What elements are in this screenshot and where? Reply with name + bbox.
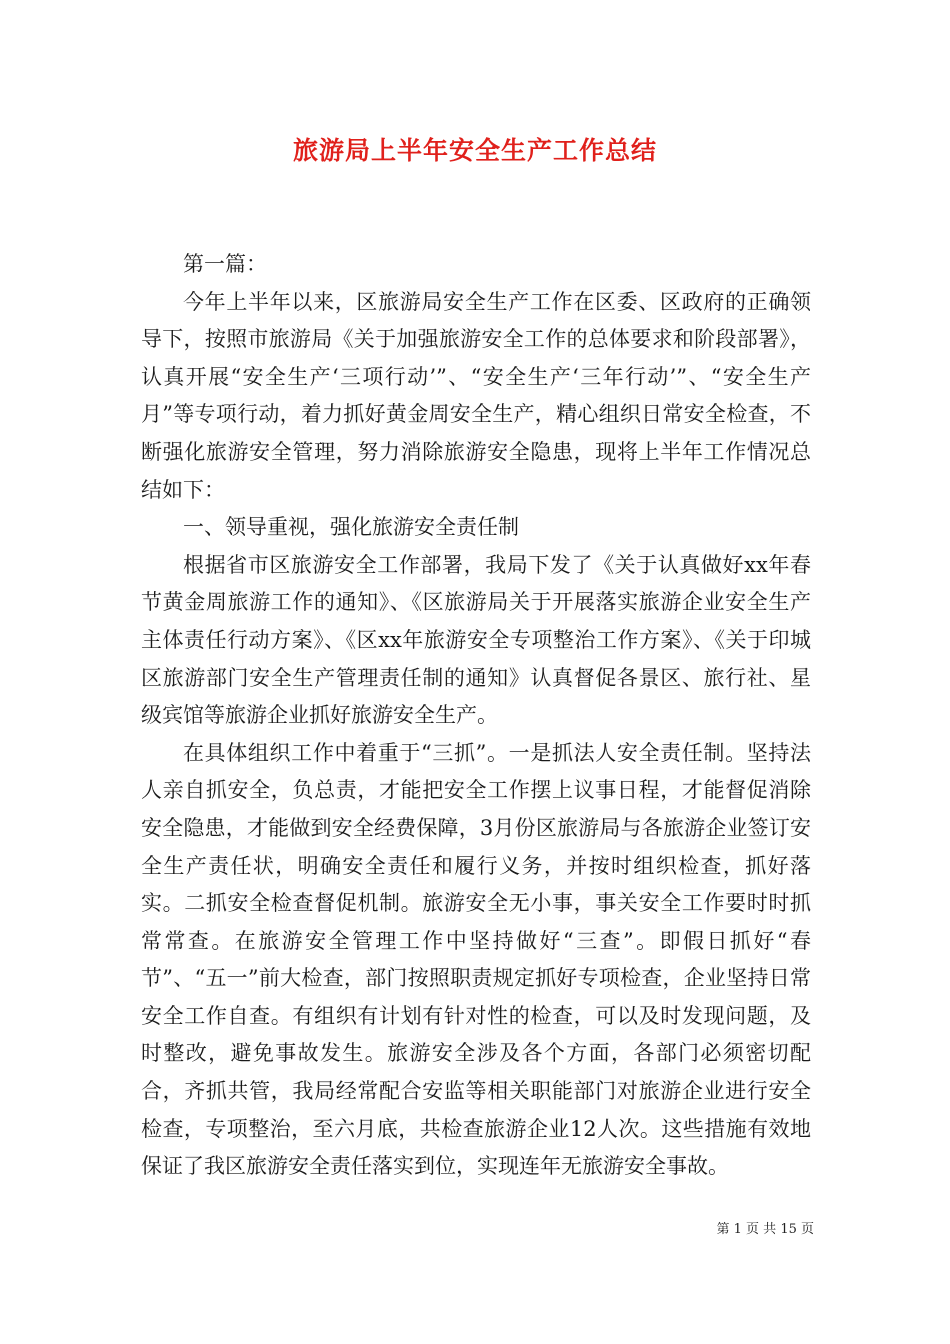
intro-paragraph: 今年上半年以来，区旅游局安全生产工作在区委、区政府的正确领导下，按照市旅游局《关于加强旅游安全工作的总体要求和阶段部署》，认真开展“安全生产‘三项行动’”、“安全生产‘三年行动’”、“安全生产月”等专项行动，着力抓好黄金周安全生产，精心组织日常安全检查，不断强化旅游安全管理，努力消除旅游安全隐患，现将上半年工作情况总结如下：: [141, 289, 811, 502]
document-body: [141, 246, 811, 1186]
body-paragraph: 根据省市区旅游安全工作部署，我局下发了《关于认真做好xx年春节黄金周旅游工作的通知》、《区旅游局关于开展落实旅游企业安全生产主体责任行动方案》、《区xx年旅游安全专项整治工作方案》、《关于印城区旅游部门安全生产管理责任制的通知》认真督促各景区、旅行社、星级宾馆等旅游企业抓好旅游安全生产。: [141, 552, 811, 728]
page-number: 第 1 页 共 15 页: [716, 1222, 814, 1237]
section-label: 第一篇：: [183, 252, 267, 276]
document-title: 旅游局上半年安全生产工作总结: [292, 136, 657, 165]
body-paragraph: 在具体组织工作中着重于“三抓”。一是抓法人安全责任制。坚持法人亲自抓安全，负总责，才能把安全工作摆上议事日程，才能督促消除安全隐患，才能做到安全经费保障，3月份区旅游局与各旅游企业签订安全生产责任状，明确安全责任和履行义务，并按时组织检查，抓好落实。二抓安全检查督促机制。旅游安全无小事，事关安全工作要时时抓常常查。在旅游安全管理工作中坚持做好“三查”。即假日抓好“春节”、“五一”前大检查，部门按照职责规定抓好专项检查，企业坚持日常安全工作自查。有组织有计划有针对性的检查，可以及时发现问题，及时整改，避免事故发生。旅游安全涉及各个方面，各部门必须密切配合，齐抓共管，我局经常配合安监等相关职能部门对旅游企业进行安全检查，专项整治，至六月底，共检查旅游企业12人次。这些措施有效地保证了我区旅游安全责任落实到位，实现连年无旅游安全事故。: [141, 740, 811, 1179]
section-heading: 一、领导重视，强化旅游安全责任制: [183, 515, 519, 540]
